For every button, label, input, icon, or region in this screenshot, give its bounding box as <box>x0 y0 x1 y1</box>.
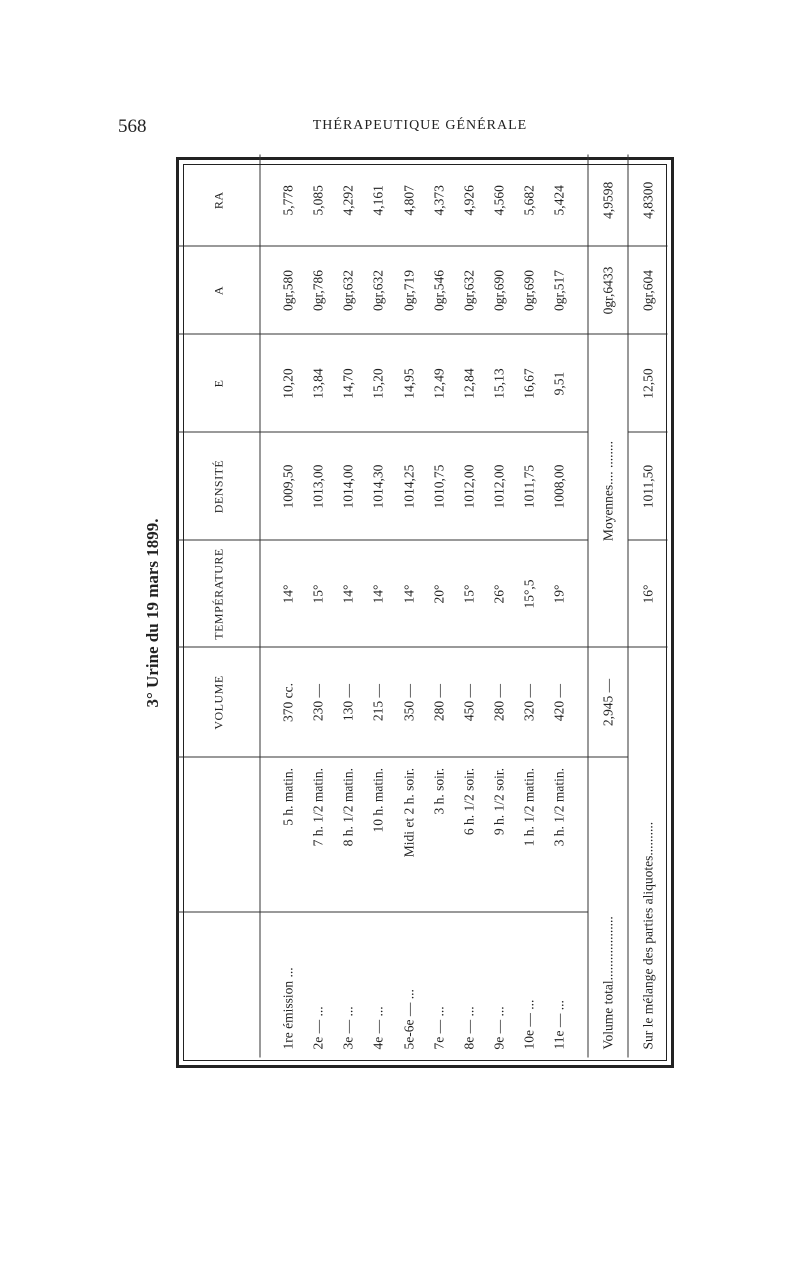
table-row <box>484 155 514 1058</box>
cell-a: 0gr,690 <box>515 247 545 335</box>
cell-volume: 230 — <box>304 648 334 758</box>
cell-ra: 4,292 <box>334 155 364 247</box>
cell-temperature: 15° <box>454 541 484 648</box>
cell-temperature: 14° <box>394 541 424 648</box>
cell-temperature: 14° <box>334 541 364 648</box>
cell-a: 0gr,632 <box>364 247 394 335</box>
cell-heure: 1 h. 1/2 matin. <box>515 758 545 913</box>
cell-volume: 350 — <box>394 648 424 758</box>
cell-volume: 370 cc. <box>273 648 303 758</box>
cell-densite: 1013,00 <box>304 433 334 541</box>
cell-densite: 1008,00 <box>545 433 575 541</box>
cell-heure: 5 h. matin. <box>273 758 303 913</box>
total-a: 0gr,6433 <box>588 247 628 335</box>
total-ra: 4,9598 <box>588 155 628 247</box>
cell-heure: 8 h. 1/2 matin. <box>334 758 364 913</box>
cell-ra: 4,373 <box>424 155 454 247</box>
table-title: 3° Urine du 19 mars 1899. <box>143 518 162 708</box>
cell-densite: 1012,00 <box>484 433 514 541</box>
cell-volume: 320 — <box>515 648 545 758</box>
melange-e: 12,50 <box>628 335 667 433</box>
cell-a: 0gr,517 <box>545 247 575 335</box>
cell-heure: Midi et 2 h. soir. <box>394 758 424 913</box>
cell-heure: 6 h. 1/2 soir. <box>454 758 484 913</box>
cell-a: 0gr,719 <box>394 247 424 335</box>
cell-heure: 9 h. 1/2 soir. <box>484 758 514 913</box>
table-row <box>394 155 424 1058</box>
header-emission <box>178 913 261 1058</box>
moyennes-label: Moyennes.... ........ <box>588 335 628 648</box>
header-row <box>178 155 261 1058</box>
cell-densite: 1009,50 <box>273 433 303 541</box>
cell-heure: 7 h. 1/2 matin. <box>304 758 334 913</box>
cell-volume: 420 — <box>545 648 575 758</box>
cell-a: 0gr,690 <box>484 247 514 335</box>
cell-temperature: 20° <box>424 541 454 648</box>
cell-ra: 5,682 <box>515 155 545 247</box>
cell-heure: 3 h. soir. <box>424 758 454 913</box>
table-row <box>545 155 575 1058</box>
header-volume: VOLUME <box>178 648 261 758</box>
page-number: 568 <box>118 116 147 137</box>
melange-temperature: 16° <box>628 541 667 648</box>
cell-emission: 11e — ... <box>551 1000 567 1050</box>
melange-label: Sur le mélange des parties aliquotes.......... <box>640 821 656 1050</box>
cell-temperature: 19° <box>545 541 575 648</box>
cell-heure: 10 h. matin. <box>364 758 394 913</box>
cell-emission: 9e — ... <box>491 1006 507 1050</box>
cell-e: 15,20 <box>364 335 394 433</box>
header-densite: DENSITÉ <box>178 433 261 541</box>
cell-emission: 7e — ... <box>431 1006 447 1050</box>
cell-emission: 3e — ... <box>340 1006 356 1050</box>
cell-e: 14,70 <box>334 335 364 433</box>
cell-e: 12,49 <box>424 335 454 433</box>
cell-densite: 1014,25 <box>394 433 424 541</box>
cell-ra: 5,778 <box>273 155 303 247</box>
cell-e: 13,84 <box>304 335 334 433</box>
header-a: A <box>178 247 261 335</box>
cell-volume: 280 — <box>484 648 514 758</box>
melange-a: 0gr,604 <box>628 247 667 335</box>
cell-e: 12,84 <box>454 335 484 433</box>
cell-emission: 8e — ... <box>461 1006 477 1050</box>
cell-e: 10,20 <box>273 335 303 433</box>
header-heure <box>178 758 261 913</box>
cell-temperature: 14° <box>364 541 394 648</box>
melange-row <box>628 155 667 1058</box>
cell-temperature: 15°,5 <box>515 541 545 648</box>
cell-ra: 5,085 <box>304 155 334 247</box>
cell-a: 0gr,546 <box>424 247 454 335</box>
cell-emission: 10e — ... <box>521 999 537 1050</box>
table-frame <box>176 157 674 1068</box>
cell-densite: 1012,00 <box>454 433 484 541</box>
cell-a: 0gr,786 <box>304 247 334 335</box>
rotated-table-wrapper <box>178 155 668 1058</box>
table-row <box>273 155 303 1058</box>
urine-table <box>178 155 668 1058</box>
cell-ra: 5,424 <box>545 155 575 247</box>
total-volume: 2,945 — <box>588 648 628 758</box>
header-ra: RA <box>178 155 261 247</box>
cell-temperature: 15° <box>304 541 334 648</box>
cell-ra: 4,560 <box>484 155 514 247</box>
cell-densite: 1010,75 <box>424 433 454 541</box>
header-e: E <box>178 335 261 433</box>
cell-volume: 130 — <box>334 648 364 758</box>
cell-emission: 5e-6e — ... <box>401 989 417 1050</box>
cell-a: 0gr,632 <box>454 247 484 335</box>
cell-ra: 4,926 <box>454 155 484 247</box>
cell-e: 9,51 <box>545 335 575 433</box>
cell-emission: 2e — ... <box>310 1006 326 1050</box>
total-row <box>588 155 628 1058</box>
cell-emission: 1re émission ... <box>280 967 296 1050</box>
table-row <box>424 155 454 1058</box>
cell-ra: 4,807 <box>394 155 424 247</box>
melange-ra: 4,8300 <box>628 155 667 247</box>
cell-densite: 1014,00 <box>334 433 364 541</box>
cell-a: 0gr,580 <box>273 247 303 335</box>
cell-volume: 450 — <box>454 648 484 758</box>
running-head: THÉRAPEUTIQUE GÉNÉRALE <box>312 118 528 133</box>
cell-temperature: 14° <box>273 541 303 648</box>
cell-densite: 1014,30 <box>364 433 394 541</box>
cell-volume: 280 — <box>424 648 454 758</box>
table-row <box>334 155 364 1058</box>
table-row <box>364 155 394 1058</box>
cell-temperature: 26° <box>484 541 514 648</box>
table-row <box>304 155 334 1058</box>
cell-emission: 4e — ... <box>370 1006 386 1050</box>
cell-densite: 1011,75 <box>515 433 545 541</box>
total-label: Volume total................... <box>600 916 616 1050</box>
cell-volume: 215 — <box>364 648 394 758</box>
header-temperature: TEMPÉRATURE <box>178 541 261 648</box>
cell-ra: 4,161 <box>364 155 394 247</box>
table-row <box>515 155 545 1058</box>
cell-e: 14,95 <box>394 335 424 433</box>
table-row <box>454 155 484 1058</box>
melange-densite: 1011,50 <box>628 433 667 541</box>
cell-a: 0gr,632 <box>334 247 364 335</box>
cell-heure: 3 h. 1/2 matin. <box>545 758 575 913</box>
cell-e: 15,13 <box>484 335 514 433</box>
cell-e: 16,67 <box>515 335 545 433</box>
